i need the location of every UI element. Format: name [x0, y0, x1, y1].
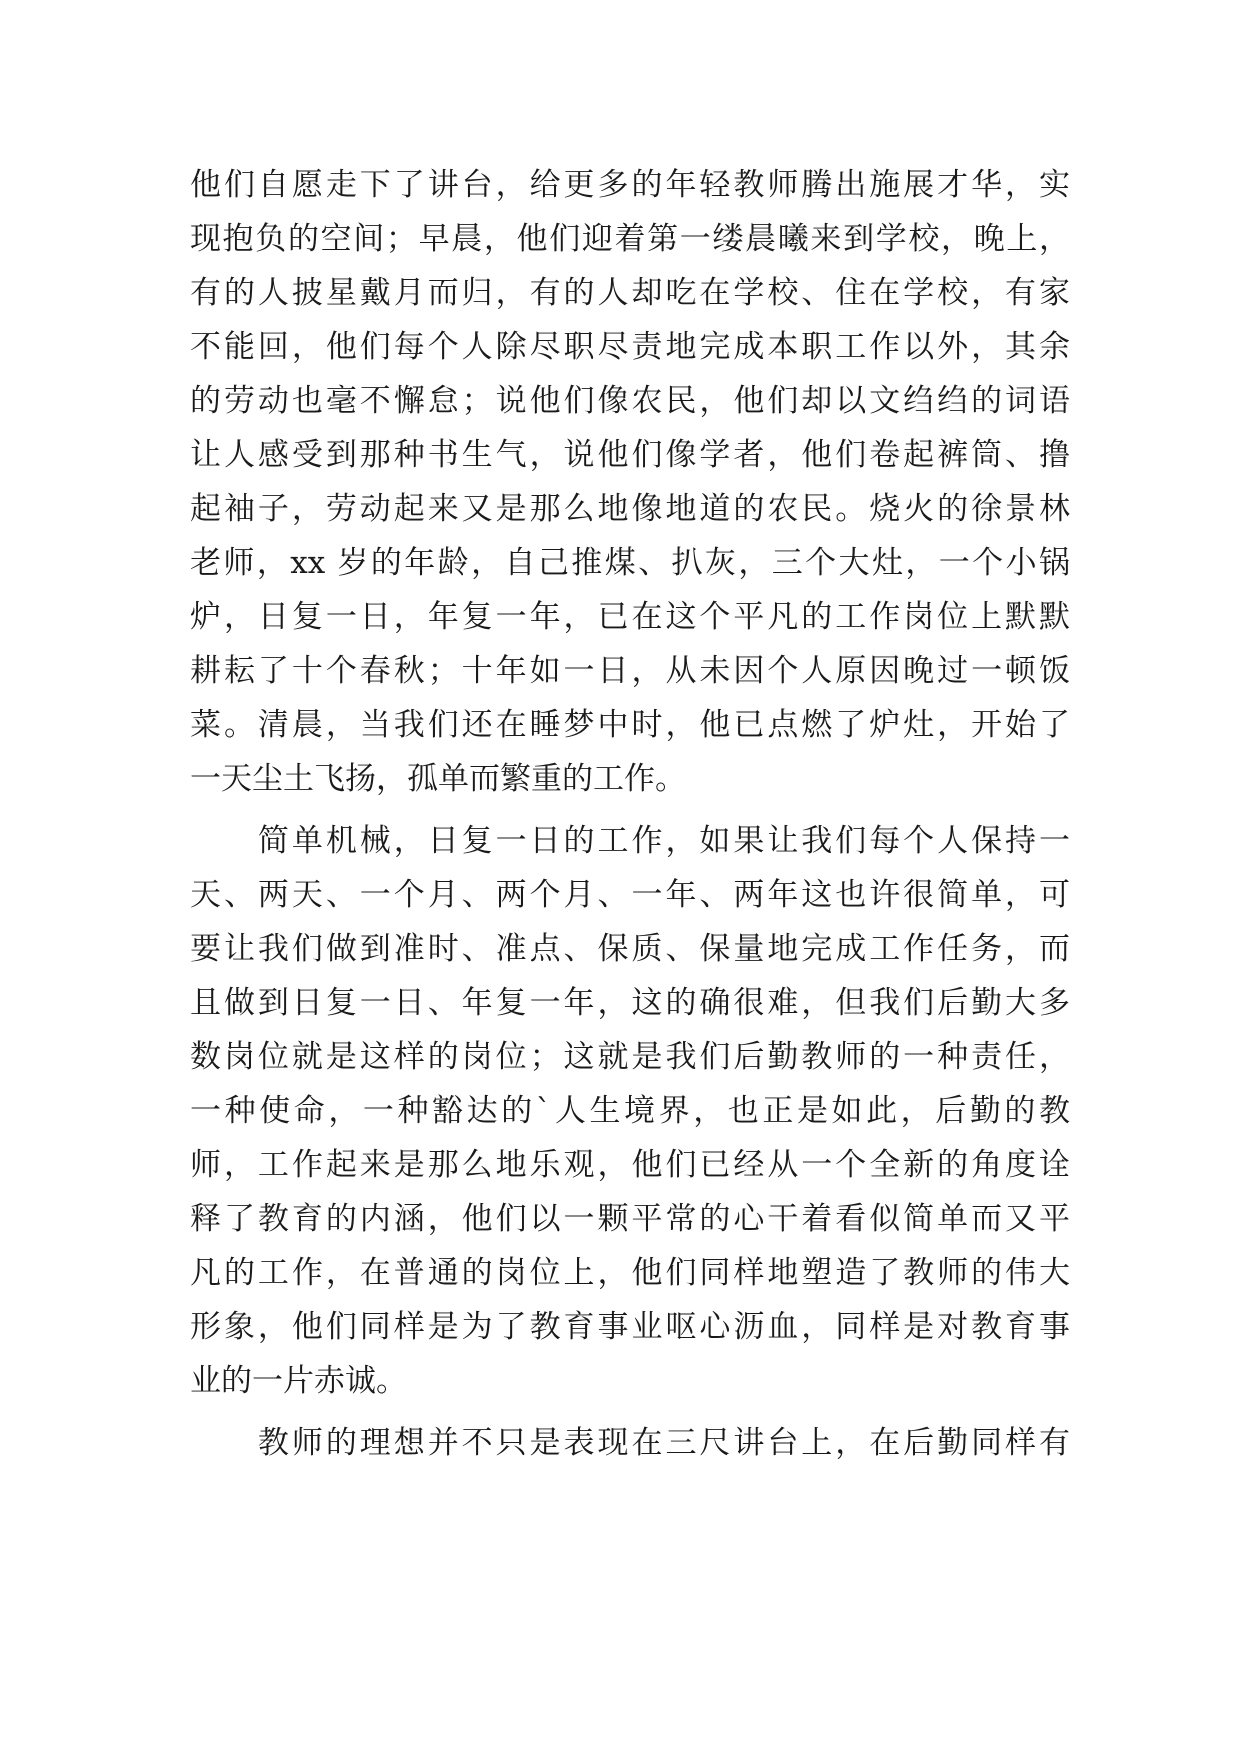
paragraph-3: [190, 1416, 1070, 1470]
text-line: 让人感受到那种书生气，说他们像学者，他们卷起裤筒、撸: [190, 437, 1070, 473]
text-line: 要让我们做到准时、准点、保质、保量地完成工作任务，而: [190, 931, 1070, 967]
text-line: 且做到日复一日、年复一年，这的确很难，但我们后勤大多: [190, 985, 1070, 1021]
text-line: 不能回，他们每个人除尽职尽责地完成本职工作以外，其余: [190, 329, 1070, 365]
text-line: 业的一片赤诚。: [190, 1363, 407, 1399]
text-line: 一天尘土飞扬，孤单而繁重的工作。: [190, 761, 686, 797]
text-line: 一种使命，一种豁达的`人生境界，也正是如此，后勤的教: [190, 1093, 1070, 1129]
text-line: 师，工作起来是那么地乐观，他们已经从一个全新的角度诠: [190, 1147, 1070, 1183]
paragraph-2: [190, 814, 1070, 1408]
paragraph-gap: [190, 806, 1070, 814]
text-line: 凡的工作，在普通的岗位上，他们同样地塑造了教师的伟大: [190, 1255, 1070, 1291]
text-line: 形象，他们同样是为了教育事业呕心沥血，同样是对教育事: [190, 1309, 1070, 1345]
text-line: 炉，日复一日，年复一年，已在这个平凡的工作岗位上默默: [190, 599, 1070, 635]
text-line: 有的人披星戴月而归，有的人却吃在学校、住在学校，有家: [190, 275, 1070, 311]
text-line: 释了教育的内涵，他们以一颗平常的心干着看似简单而又平: [190, 1201, 1070, 1237]
paragraph-gap: [190, 1408, 1070, 1416]
text-line: 教师的理想并不只是表现在三尺讲台上，在后勤同样有: [190, 1425, 1070, 1461]
text-line: 现抱负的空间；早晨，他们迎着第一缕晨曦来到学校，晚上，: [190, 221, 1070, 257]
text-line: 起袖子，劳动起来又是那么地像地道的农民。烧火的徐景林: [190, 491, 1070, 527]
body-text: [190, 158, 1070, 1470]
text-line: 数岗位就是这样的岗位；这就是我们后勤教师的一种责任，: [190, 1039, 1070, 1075]
text-line: 菜。清晨，当我们还在睡梦中时，他已点燃了炉灶，开始了: [190, 707, 1070, 743]
text-line: 老师，xx 岁的年龄，自己推煤、扒灰，三个大灶，一个小锅: [190, 545, 1070, 581]
text-line: 的劳动也毫不懈怠；说他们像农民，他们却以文绉绉的词语: [190, 383, 1070, 419]
text-line: 简单机械，日复一日的工作，如果让我们每个人保持一: [190, 823, 1070, 859]
paragraph-1: [190, 158, 1070, 806]
text-line: 天、两天、一个月、两个月、一年、两年这也许很简单，可: [190, 877, 1070, 913]
text-line: 耕耘了十个春秋；十年如一日，从未因个人原因晚过一顿饭: [190, 653, 1070, 689]
text-line: 他们自愿走下了讲台，给更多的年轻教师腾出施展才华，实: [190, 167, 1070, 203]
